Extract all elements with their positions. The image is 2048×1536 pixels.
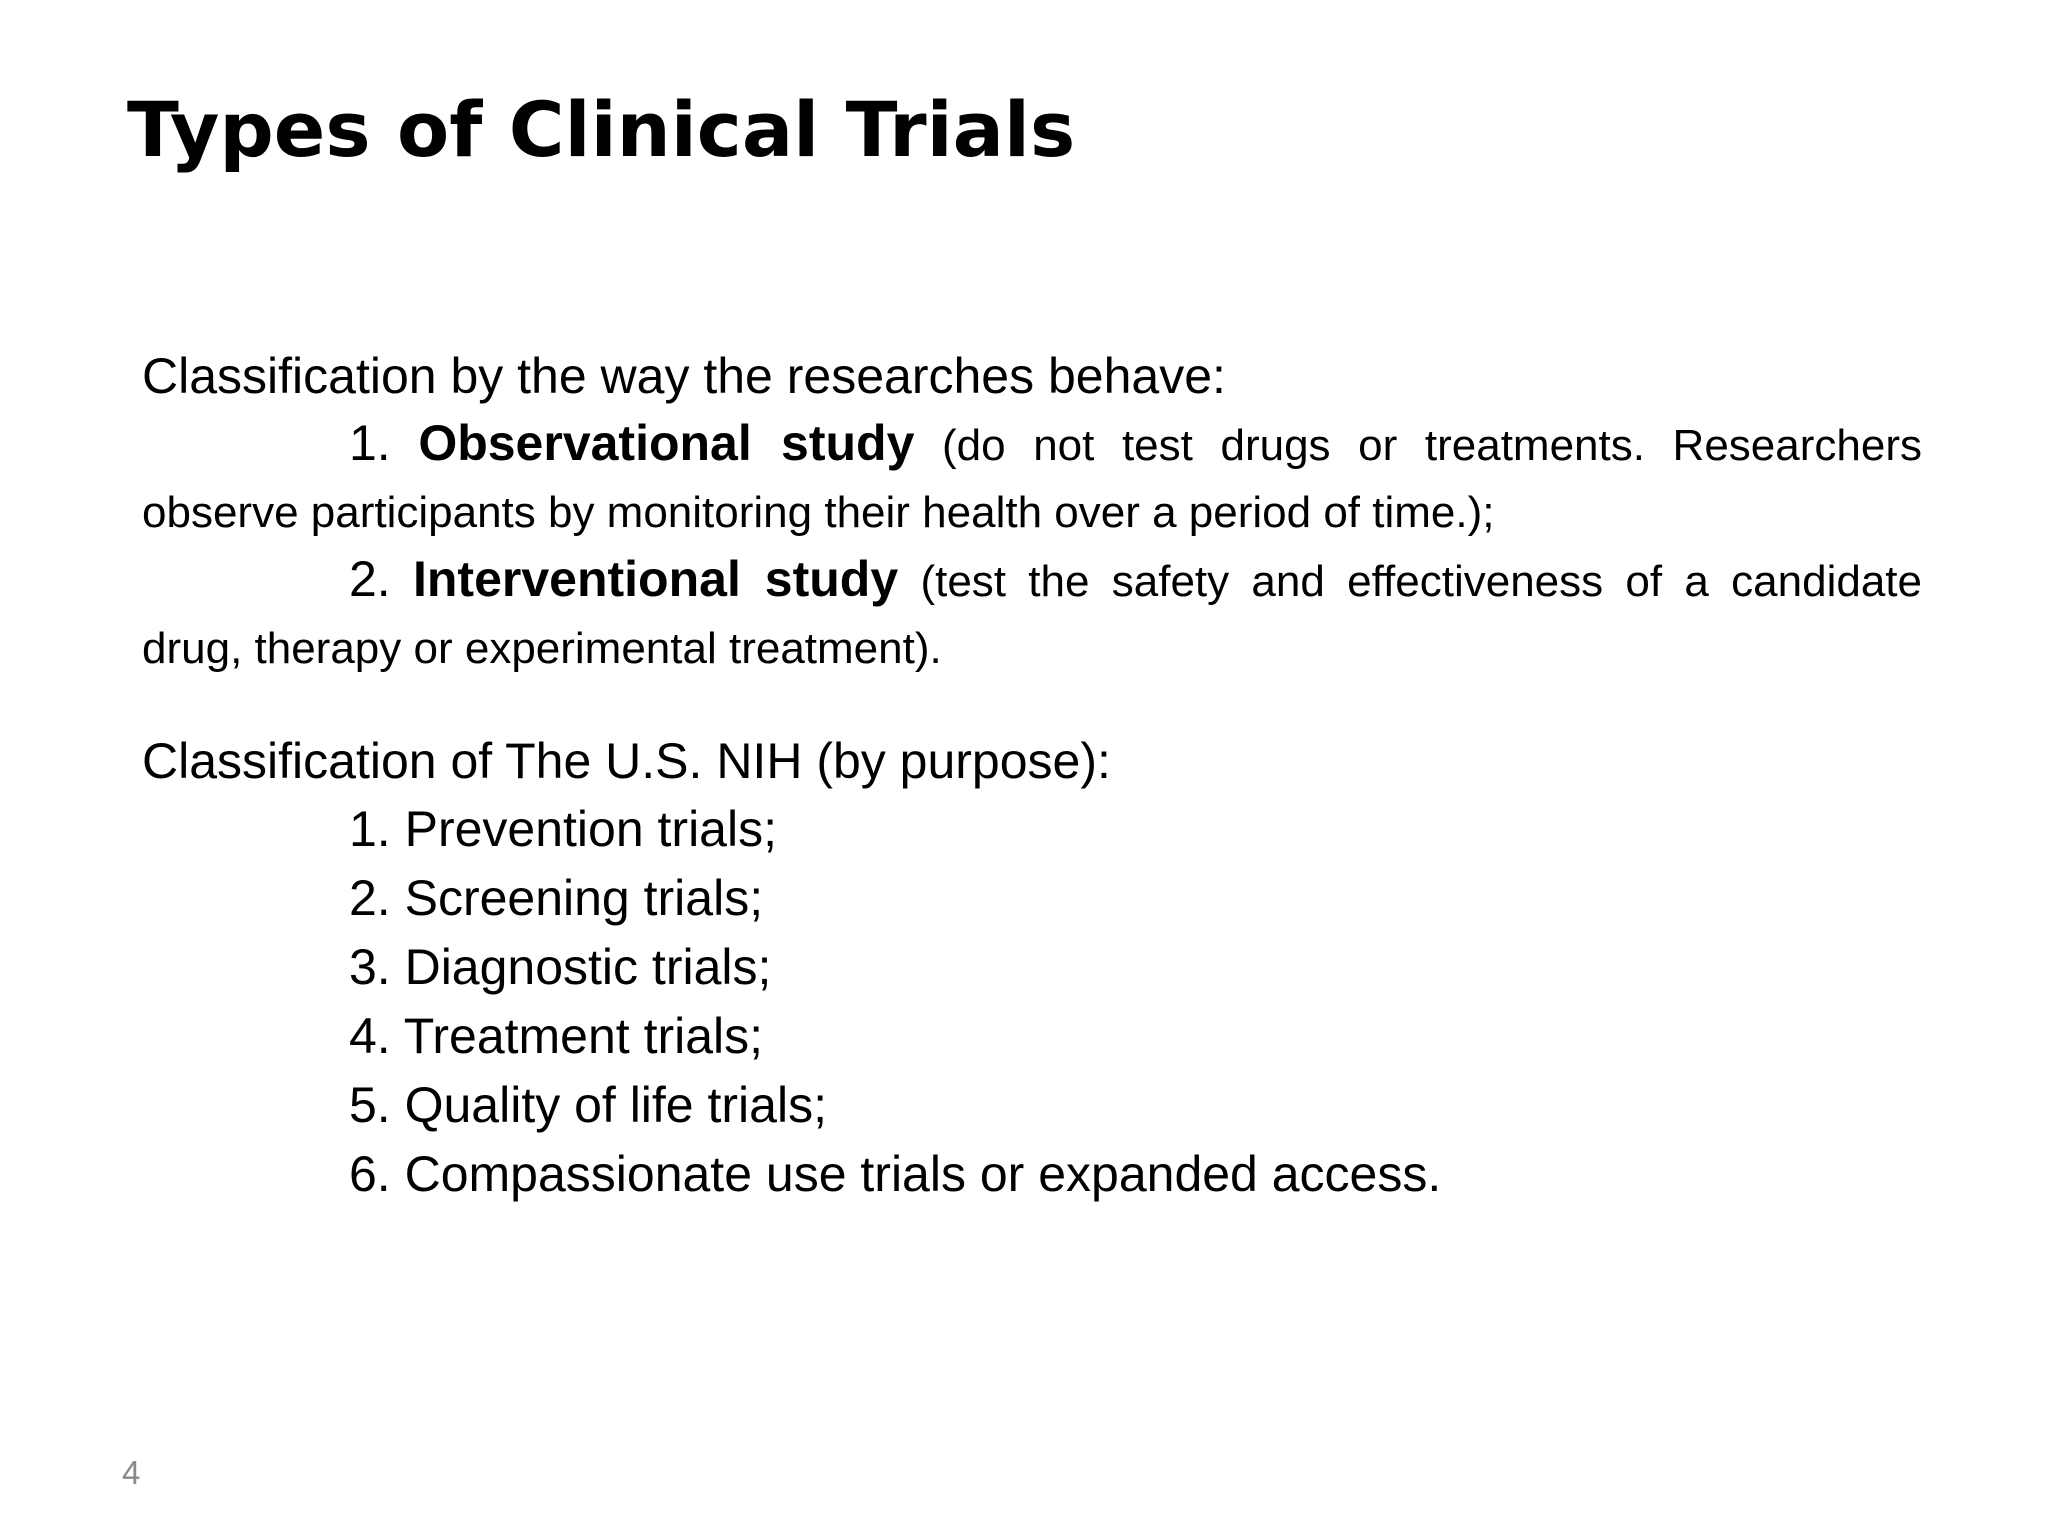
item-term: Observational study [418, 415, 915, 471]
item-description: (test the safety and effectiveness of a candidate drug, therapy or experimental treatment). [142, 557, 1922, 673]
purpose-list [142, 795, 1922, 1209]
list-item: 2. Screening trials; [349, 870, 764, 926]
section-heading-behavior: Classification by the way the researches behave: [142, 348, 1226, 404]
list-item: 3. Diagnostic trials; [349, 939, 772, 995]
slide-title: Types of Clinical Trials [127, 85, 1076, 174]
list-item: 6. Compassionate use trials or expanded access. [349, 1146, 1442, 1202]
page-number: 4 [122, 1454, 141, 1491]
item-description: (do not test drugs or treatments. Researchers observe participants by monitoring their health over a period of time.); [142, 421, 1922, 537]
spacer [142, 682, 1922, 727]
interventional-study-item [142, 546, 1922, 682]
section-heading-nih: Classification of The U.S. NIH (by purpose): [142, 733, 1111, 789]
item-number: 2. [349, 551, 391, 607]
observational-study-item [142, 410, 1922, 546]
list-item: 4. Treatment trials; [349, 1008, 764, 1064]
slide-content [142, 342, 1922, 1209]
item-number: 1. [349, 415, 391, 471]
list-item: 1. Prevention trials; [349, 801, 777, 857]
item-term: Interventional study [413, 551, 899, 607]
list-item: 5. Quality of life trials; [349, 1077, 827, 1133]
